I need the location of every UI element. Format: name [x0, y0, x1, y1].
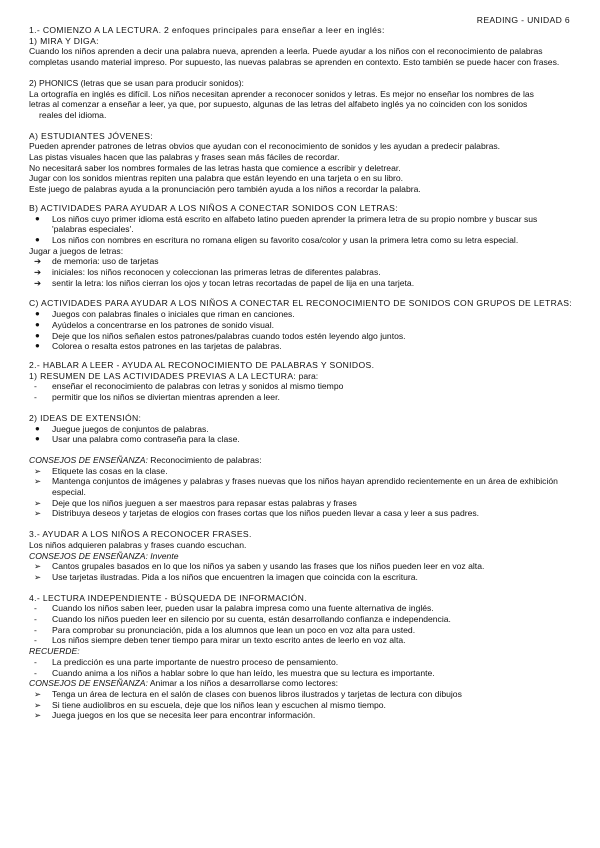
section-a-title: A) ESTUDIANTES JÓVENES: [29, 130, 154, 141]
arrow-list [29, 689, 581, 721]
list-item-text: Deje que los niños jueguen a ser maestros para repasar estas palabras y frases [52, 497, 357, 508]
resumen-suffix: para: [296, 370, 319, 381]
list-item-text: especial. [52, 487, 86, 498]
list-item-text: Ayúdelos a concentrarse en los patrones de sonido visual. [52, 319, 274, 330]
list-item-text: Deje que los niños señalen estos patrones/palabras cuando todos estén leyendo algo juntos. [52, 330, 406, 341]
dash-list [29, 381, 581, 402]
bullet-icon: ● [35, 319, 40, 329]
section-3-title: 3.- AYUDAR A LOS NIÑOS A RECONOCER FRASES. [29, 529, 252, 540]
resumen-title: 1) RESUMEN DE LAS ACTIVIDADES PREVIAS A LA LECTURA: [29, 370, 297, 381]
list-item-text: Cantos grupales basados en lo que los niños ya saben y usando las frases que los niños pueden leer en voz alta. [52, 561, 485, 572]
dash-icon: - [34, 614, 37, 625]
list-item [29, 508, 581, 519]
paragraph-line: Pueden aprender patrones de letras obvios que ayudan con el reconocimiento de sonidos y les ayudan a predecir palabras. [29, 141, 501, 152]
bullet-icon: ● [35, 234, 40, 244]
list-item [29, 498, 581, 509]
list-item-text: Si tiene audiolibros en su escuela, deje que los niños lean y escuchen al mismo tiempo. [52, 699, 386, 710]
dash-icon: - [34, 381, 37, 392]
list-item [29, 668, 581, 679]
paragraph-line: completas usando material impreso. Por supuesto, las nuevas palabras se aprenden en contexto. Esto también se puede hacer con frases. [29, 57, 560, 68]
list-item [29, 392, 581, 403]
list-item [29, 710, 581, 721]
list-item [29, 256, 581, 267]
section-c-title: C) ACTIVIDADES PARA AYUDAR A LOS NIÑOS A CONECTAR EL RECONOCIMIENTO DE SONIDOS CON GRUPOS DE LETRAS: [29, 298, 573, 309]
recuerde-label: RECUERDE: [29, 646, 80, 657]
arrowhead-icon: ➢ [34, 699, 42, 710]
bullet-list [29, 214, 581, 246]
paragraph-line: Jugar con los sonidos mientras repiten una palabra que están leyendo en una tarjeta o en su libro. [29, 173, 404, 184]
list-item-text: 'palabras especiales'. [52, 224, 134, 235]
bullet-list [29, 424, 581, 445]
ideas-title: 2) IDEAS DE EXTENSIÓN: [29, 412, 142, 423]
jugar-title: Jugar a juegos de letras: [29, 245, 124, 256]
arrowhead-icon: ➢ [34, 571, 42, 582]
mira-y-diga-title: 1) MIRA Y DIGA: [29, 35, 99, 46]
paragraph-line: Cuando los niños aprenden a decir una palabra nueva, aprenden a leerla. Puede ayudar a los niños con el reconocimiento de palabras [29, 46, 543, 57]
list-item [29, 700, 581, 711]
list-item-text: Los niños siempre deben tener tiempo para mirar un texto escrito antes de leerlo en voz alta. [52, 635, 406, 646]
list-item-text: Distribuya deseos y tarjetas de elogios con frases cortas que los niños pueden llevar a casa y leer a sus padres. [52, 508, 480, 519]
section-4 [29, 593, 581, 721]
list-item-text: Etiquete las cosas en la clase. [52, 465, 168, 476]
list-item [29, 320, 581, 331]
list-item [29, 381, 581, 392]
list-item [29, 625, 581, 636]
section-1 [29, 25, 581, 121]
section-2 [29, 360, 581, 519]
list-item [29, 466, 581, 477]
dash-list [29, 657, 581, 678]
section-b-title: B) ACTIVIDADES PARA AYUDAR A LOS NIÑOS A CONECTAR SONIDOS CON LETRAS: [29, 202, 398, 213]
list-item-text: de memoria: uso de tarjetas [52, 256, 159, 267]
dash-icon: - [34, 603, 37, 614]
consejos-label: CONSEJOS DE ENSEÑANZA: [29, 678, 148, 689]
consejos-heading [29, 678, 581, 689]
bullet-icon: ● [35, 434, 40, 444]
list-item [29, 235, 581, 246]
section-a [29, 131, 581, 195]
consejos-label: CONSEJOS DE ENSEÑANZA: [29, 454, 148, 465]
list-item-text: permitir que los niños se diviertan mientras aprenden a leer. [52, 392, 280, 403]
paragraph-line: No necesitará saber los nombres formales de las letras hasta que comience a escribir y deletrear. [29, 162, 401, 173]
list-item [29, 614, 581, 625]
arrowhead-icon: ➢ [34, 561, 42, 572]
list-item [29, 561, 581, 572]
list-item-text: Los niños cuyo primer idioma está escrito en alfabeto latino pueden aprender la primera letra de su propio nombre y buscar sus [52, 213, 538, 224]
list-item [29, 267, 581, 278]
list-item-text: Juegos con palabras finales o iniciales que riman en canciones. [52, 309, 295, 320]
arrow-right-icon: ➔ [34, 267, 42, 278]
list-item-text: iniciales: los niños reconocen y coleccionan las primeras letras de diferentes palabras. [52, 267, 381, 278]
list-item-text: Mantenga conjuntos de imágenes y palabras y frases nuevas que los niños hayan aprendido recientemente en un área de exhibición [52, 476, 558, 487]
consejos-text: Animar a los niños a desarrollarse como lectores: [147, 678, 339, 689]
arrow-right-icon: ➔ [34, 277, 42, 288]
list-item-text: La predicción es una parte importante de nuestro proceso de pensamiento. [52, 656, 339, 667]
list-item-text: Colorea o resalta estos patrones en las tarjetas de palabras. [52, 341, 282, 352]
section-b [29, 203, 581, 289]
arrowhead-icon: ➢ [34, 476, 42, 487]
list-item [29, 572, 581, 583]
dash-icon: - [34, 667, 37, 678]
section-1-title: 1.- COMIENZO A LA LECTURA. 2 enfoques principales para enseñar a leer en inglés: [29, 25, 385, 35]
list-item-text: enseñar el reconocimiento de palabras con letras y sonidos al mismo tiempo [52, 381, 344, 392]
dash-icon: - [34, 656, 37, 667]
phonics-title: 2) PHONICS (letras que se usan para producir sonidos): [29, 77, 244, 88]
list-item [29, 434, 581, 445]
list-item-text: Cuando anima a los niños a hablar sobre lo que han leído, les muestra que su lectura es importante. [52, 667, 435, 678]
arrowhead-icon: ➢ [34, 497, 42, 508]
list-item-text: Tenga un área de lectura en el salón de clases con buenos libros ilustrados y tarjetas de lectura con dibujos [52, 688, 462, 699]
arrowhead-icon: ➢ [34, 688, 42, 699]
arrowhead-icon: ➢ [34, 465, 42, 476]
list-item-continuation [29, 224, 581, 235]
bullet-icon: ● [35, 213, 40, 223]
arrow-right-icon: ➔ [34, 256, 42, 267]
consejos-text: Reconocimiento de palabras: [147, 454, 262, 465]
section-4-title: 4.- LECTURA INDEPENDIENTE - BÚSQUEDA DE INFORMACIÓN. [29, 592, 307, 603]
document-body [29, 25, 581, 721]
bullet-list [29, 309, 581, 352]
list-item-continuation [29, 487, 581, 498]
section-2-title: 2.- HABLAR A LEER - AYUDA AL RECONOCIMIENTO DE PALABRAS Y SONIDOS. [29, 359, 375, 370]
arrowhead-icon: ➢ [34, 508, 42, 519]
list-item [29, 309, 581, 320]
paragraph-line: Las pistas visuales hacen que las palabras y frases sean más fáciles de recordar. [29, 152, 340, 163]
dash-icon: - [34, 635, 37, 646]
bullet-icon: ● [35, 309, 40, 319]
bullet-icon: ● [35, 330, 40, 340]
list-item [29, 214, 581, 225]
list-item [29, 689, 581, 700]
list-item [29, 278, 581, 289]
resumen-heading [29, 371, 581, 382]
dash-icon: - [34, 624, 37, 635]
dash-icon: - [34, 392, 37, 403]
consejos-heading [29, 455, 581, 466]
list-item [29, 635, 581, 646]
paragraph-line: Los niños adquieren palabras y frases cuando escuchan. [29, 539, 247, 550]
list-item [29, 603, 581, 614]
list-item [29, 424, 581, 435]
arrowhead-icon: ➢ [34, 710, 42, 721]
list-item-text: Juegue juegos de conjuntos de palabras. [52, 423, 209, 434]
dash-list [29, 603, 581, 646]
list-item-text: sentir la letra: los niños cierran los ojos y tocan letras recortadas de papel de lija en una tarjeta. [52, 277, 415, 288]
page-header: READING - UNIDAD 6 [476, 15, 570, 25]
list-item-text: Juega juegos en los que se necesita leer para encontrar información. [52, 710, 316, 721]
paragraph-line: reales del idioma. [39, 109, 107, 120]
list-item-text: Use tarjetas ilustradas. Pida a los niños que encuentren la imagen que coincida con la escritura. [52, 571, 418, 582]
paragraph-line: Este juego de palabras ayuda a la pronunciación pero también ayuda a los niños a recordar la palabra. [29, 184, 421, 195]
list-item-text: Cuando los niños pueden leer en silencio por su cuenta, están desarrollando confianza e independencia. [52, 614, 451, 625]
list-item-text: Los niños con nombres en escritura no romana eligen su favorito cosa/color y usan la primera letra como su letra especial. [52, 234, 519, 245]
list-item [29, 657, 581, 668]
bullet-icon: ● [35, 341, 40, 351]
list-item-text: Usar una palabra como contraseña para la clase. [52, 434, 240, 445]
list-item [29, 476, 581, 487]
bullet-icon: ● [35, 423, 40, 433]
paragraph-line: La ortografía en inglés es difícil. Los niños necesitan aprender a reconocer sonidos y letras. Es mejor no enseñar los nombres de las [29, 88, 534, 99]
arrow-list [29, 466, 581, 520]
arrow-list [29, 561, 581, 582]
list-item-text: Cuando los niños saben leer, pueden usar la palabra impresa como una fuente alternativa de inglés. [52, 603, 434, 614]
section-3 [29, 529, 581, 583]
list-item [29, 331, 581, 342]
paragraph-line: letras al comenzar a enseñar a leer, ya que, por supuesto, algunas de las letras del alfabeto inglés ya no coinciden con los sonidos [29, 99, 528, 110]
list-item [29, 341, 581, 352]
arrow-list [29, 256, 581, 288]
list-item-text: Para comprobar su pronunciación, pida a los alumnos que lean un poco en voz alta para usted. [52, 624, 416, 635]
section-c [29, 298, 581, 352]
consejos-label: CONSEJOS DE ENSEÑANZA: Invente [29, 550, 179, 561]
